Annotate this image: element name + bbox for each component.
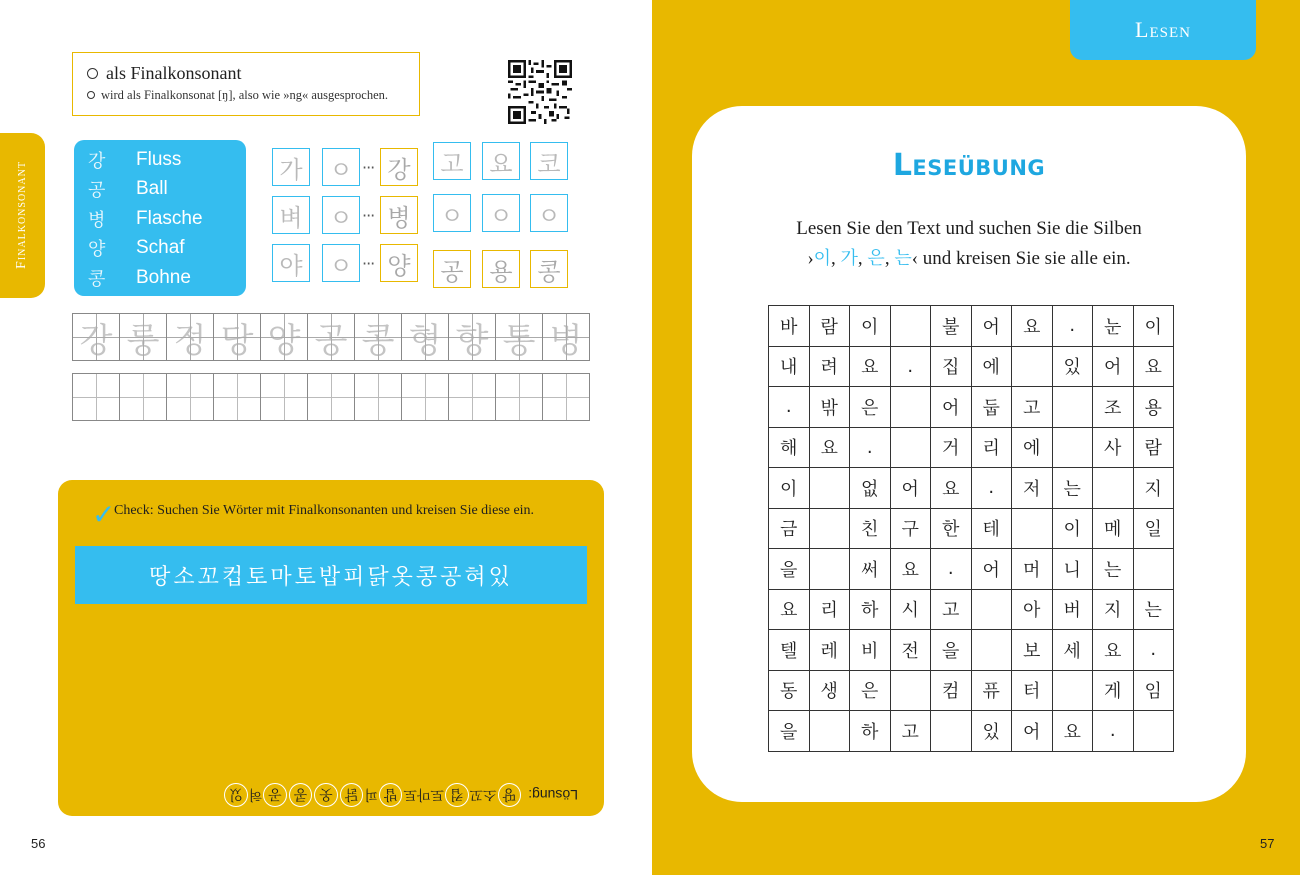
grid-cell[interactable]: 어 (1012, 711, 1053, 752)
grid-cell[interactable]: 거 (931, 427, 972, 468)
syllable-target: 가 (840, 248, 858, 269)
puzzle-col-final: ㅇ (482, 194, 520, 232)
grid-cell[interactable]: 에 (971, 346, 1012, 387)
puzzle-dots: ··· (362, 254, 375, 273)
vocab-row (88, 263, 246, 293)
grid-cell[interactable]: 바 (769, 306, 810, 347)
grid-cell[interactable]: 전 (890, 630, 931, 671)
grid-cell[interactable]: 메 (1093, 508, 1134, 549)
vocab-box (74, 140, 246, 296)
writing-cell[interactable] (449, 374, 496, 420)
solution-circled: 공 (263, 783, 287, 807)
grid-cell[interactable]: 있 (1052, 346, 1093, 387)
grid-cell[interactable]: 려 (809, 346, 850, 387)
grid-cell[interactable]: 게 (1093, 670, 1134, 711)
trace-cell[interactable]: 형 (402, 314, 449, 360)
solution-label: Lösung: (528, 787, 578, 803)
grid-cell[interactable] (971, 589, 1012, 630)
grid-cell[interactable]: 는 (1052, 468, 1093, 509)
grid-cell[interactable]: 어 (931, 387, 972, 428)
grid-cell[interactable]: 요 (769, 589, 810, 630)
grid-cell[interactable] (1133, 549, 1174, 590)
grid-cell[interactable]: 레 (809, 630, 850, 671)
grid-cell[interactable]: . (971, 468, 1012, 509)
vocab-korean: 강 (88, 150, 106, 172)
grid-row (769, 711, 1174, 752)
vocab-german: Ball (136, 178, 168, 200)
grid-cell[interactable]: 터 (1012, 670, 1053, 711)
solution-circled: 콩 (289, 783, 313, 807)
trace-cell[interactable]: 병 (543, 314, 589, 360)
grid-cell[interactable]: 저 (1012, 468, 1053, 509)
puzzle-col-result: 용 (482, 250, 520, 288)
grid-cell[interactable]: 요 (1093, 630, 1134, 671)
syllable-target: 는 (894, 248, 912, 269)
vocab-row (88, 145, 246, 175)
solution-char: 토 (430, 787, 445, 803)
grid-cell[interactable]: 리 (971, 427, 1012, 468)
syllable-target: 은 (867, 248, 885, 269)
grid-row (769, 630, 1174, 671)
grid-cell[interactable]: 람 (809, 306, 850, 347)
grid-cell[interactable]: . (931, 549, 972, 590)
grid-row (769, 549, 1174, 590)
solution-circled: 있 (224, 783, 248, 807)
trace-cell[interactable]: 통 (496, 314, 543, 360)
ieung-icon (87, 68, 98, 79)
grid-cell[interactable] (890, 387, 931, 428)
grid-cell[interactable]: 어 (971, 549, 1012, 590)
puzzle-col-top: 요 (482, 142, 520, 180)
tracing-row (72, 313, 590, 361)
grid-row (769, 306, 1174, 347)
grid-cell[interactable]: 은 (850, 387, 891, 428)
vocab-row (88, 234, 246, 264)
writing-cell[interactable] (120, 374, 167, 420)
grid-cell[interactable]: 한 (931, 508, 972, 549)
right-page (652, 0, 1300, 875)
writing-cell[interactable] (214, 374, 261, 420)
grid-cell[interactable]: . (1093, 711, 1134, 752)
solution-circled: 밥 (379, 783, 403, 807)
grid-cell[interactable]: 임 (1133, 670, 1174, 711)
trace-cell[interactable]: 양 (261, 314, 308, 360)
vocab-german: Schaf (136, 237, 185, 259)
grid-cell[interactable]: 어 (1093, 346, 1134, 387)
vocab-korean: 병 (88, 209, 106, 231)
upside-down-solution (218, 782, 578, 808)
grid-cell[interactable]: 지 (1093, 589, 1134, 630)
grid-row (769, 508, 1174, 549)
grid-cell[interactable]: 에 (1012, 427, 1053, 468)
grid-cell[interactable]: 요 (809, 427, 850, 468)
grid-cell[interactable]: 테 (971, 508, 1012, 549)
grid-cell[interactable]: 비 (850, 630, 891, 671)
check-instruction: Check: Suchen Sie Wörter mit Finalkonsonanten und kreisen Sie diese ein. (114, 503, 535, 518)
grid-cell[interactable]: 지 (1133, 468, 1174, 509)
grid-cell[interactable] (809, 508, 850, 549)
instruction-close: ‹ und kreisen Sie sie alle ein. (911, 248, 1131, 269)
puzzle-dots: ··· (362, 206, 375, 225)
puzzle-final: ㅇ (322, 244, 360, 282)
grid-cell[interactable]: 해 (769, 427, 810, 468)
grid-cell[interactable] (809, 711, 850, 752)
writing-cell[interactable] (496, 374, 543, 420)
vocab-row (88, 175, 246, 205)
grid-cell[interactable]: 을 (931, 630, 972, 671)
grid-cell[interactable]: 집 (931, 346, 972, 387)
grid-cell[interactable]: 은 (850, 670, 891, 711)
grid-cell[interactable]: 일 (1133, 508, 1174, 549)
puzzle-base: 야 (272, 244, 310, 282)
grid-cell[interactable]: 사 (1093, 427, 1134, 468)
grid-row (769, 346, 1174, 387)
grid-cell[interactable] (890, 427, 931, 468)
puzzle-dots: ··· (362, 158, 375, 177)
grid-cell[interactable]: 있 (971, 711, 1012, 752)
grid-cell[interactable]: 는 (1133, 589, 1174, 630)
grid-cell[interactable]: 요 (931, 468, 972, 509)
grid-cell[interactable] (971, 630, 1012, 671)
writing-cell[interactable] (73, 374, 120, 420)
grid-cell[interactable] (1133, 711, 1174, 752)
grid-cell[interactable]: 보 (1012, 630, 1053, 671)
grid-cell[interactable]: . (1133, 630, 1174, 671)
grid-cell[interactable]: 용 (1133, 387, 1174, 428)
grid-cell[interactable]: 하 (850, 589, 891, 630)
grid-cell[interactable]: 하 (850, 711, 891, 752)
grid-cell[interactable] (1093, 468, 1134, 509)
check-exercise-box (58, 480, 604, 816)
info-title: als Finalkonsonant (106, 63, 242, 83)
grid-cell[interactable] (1052, 387, 1093, 428)
syllable-puzzle (270, 142, 580, 292)
info-box (72, 52, 420, 116)
writing-practice-row (72, 373, 590, 421)
grid-cell[interactable] (890, 306, 931, 347)
solution-circled: 컵 (445, 783, 469, 807)
writing-cell[interactable] (402, 374, 449, 420)
reading-card (692, 106, 1246, 802)
side-tab (0, 133, 45, 298)
vocab-row (88, 204, 246, 234)
grid-cell[interactable] (1012, 346, 1053, 387)
info-subtitle: wird als Finalkonsonat [ŋ], also wie »ng« ausgesprochen. (101, 88, 389, 102)
grid-cell[interactable]: 머 (1012, 549, 1053, 590)
puzzle-final: ㅇ (322, 148, 360, 186)
grid-cell[interactable]: 을 (769, 549, 810, 590)
trace-cell[interactable]: 콩 (355, 314, 402, 360)
grid-cell[interactable]: 어 (890, 468, 931, 509)
grid-cell[interactable]: 는 (1093, 549, 1134, 590)
grid-cell[interactable]: 고 (1012, 387, 1053, 428)
grid-cell[interactable]: 둡 (971, 387, 1012, 428)
grid-cell[interactable]: 눈 (1093, 306, 1134, 347)
puzzle-base: 가 (272, 148, 310, 186)
trace-cell[interactable]: 향 (449, 314, 496, 360)
grid-cell[interactable] (1052, 427, 1093, 468)
grid-cell[interactable] (809, 549, 850, 590)
grid-cell[interactable]: 람 (1133, 427, 1174, 468)
grid-row (769, 468, 1174, 509)
grid-cell[interactable]: 이 (850, 306, 891, 347)
solution-char: 소 (483, 787, 497, 803)
grid-cell[interactable]: 요 (850, 346, 891, 387)
grid-cell[interactable]: 시 (890, 589, 931, 630)
grid-cell[interactable]: 동 (769, 670, 810, 711)
instruction-open: › (807, 248, 814, 269)
grid-cell[interactable] (809, 468, 850, 509)
grid-cell[interactable]: 퓨 (971, 670, 1012, 711)
solution-circled: 닭 (340, 783, 364, 807)
grid-cell[interactable]: . (769, 387, 810, 428)
grid-cell[interactable]: 밖 (809, 387, 850, 428)
grid-cell[interactable]: 이 (769, 468, 810, 509)
syllable-target: 이 (813, 248, 832, 269)
trace-cell[interactable]: 정 (167, 314, 214, 360)
puzzle-base: 벼 (272, 196, 310, 234)
grid-cell[interactable]: 써 (850, 549, 891, 590)
instruction-line-1: Lesen Sie den Text und suchen Sie die Silben (796, 218, 1142, 239)
trace-cell[interactable]: 강 (73, 314, 120, 360)
grid-cell[interactable]: 버 (1052, 589, 1093, 630)
grid-cell[interactable]: 니 (1052, 549, 1093, 590)
puzzle-result: 양 (380, 244, 418, 282)
solution-char: 꼬 (469, 787, 484, 803)
word-search-strip[interactable]: 땅소꼬컵토마토밥피닭옷콩공혀있 (75, 546, 587, 604)
solution-char: 마 (416, 787, 431, 803)
solution-char: 혀 (248, 787, 263, 803)
reading-grid (768, 305, 1174, 752)
vocab-german: Flasche (136, 207, 203, 229)
grid-cell[interactable]: 세 (1052, 630, 1093, 671)
puzzle-result: 강 (380, 148, 418, 186)
grid-row (769, 427, 1174, 468)
grid-cell[interactable]: 친 (850, 508, 891, 549)
vocab-german: Fluss (136, 148, 182, 170)
page-number-right: 57 (1260, 836, 1275, 851)
grid-cell[interactable]: 을 (769, 711, 810, 752)
grid-cell[interactable]: 이 (1133, 306, 1174, 347)
grid-row (769, 589, 1174, 630)
writing-cell[interactable] (355, 374, 402, 420)
puzzle-col-top: 고 (433, 142, 471, 180)
grid-cell[interactable]: 고 (931, 589, 972, 630)
page-number-left: 56 (31, 836, 46, 851)
puzzle-col-result: 공 (433, 250, 471, 288)
puzzle-col-top: 코 (530, 142, 568, 180)
solution-char: 피 (364, 787, 378, 803)
solution-circled: 땅 (498, 783, 522, 807)
vocab-korean: 양 (88, 239, 106, 261)
vocab-korean: 콩 (88, 268, 106, 290)
grid-cell[interactable]: 텔 (769, 630, 810, 671)
solution-char: 토 (403, 787, 417, 803)
writing-cell[interactable] (308, 374, 355, 420)
solution-circled: 옷 (314, 783, 338, 807)
trace-cell[interactable]: 당 (214, 314, 261, 360)
grid-cell[interactable]: 아 (1012, 589, 1053, 630)
vocab-korean: 공 (88, 180, 106, 202)
grid-cell[interactable] (1012, 508, 1053, 549)
grid-cell[interactable]: 요 (1052, 711, 1093, 752)
vocab-german: Bohne (136, 266, 191, 288)
grid-cell[interactable]: 컴 (931, 670, 972, 711)
grid-cell[interactable]: . (850, 427, 891, 468)
qr-code-icon[interactable] (508, 60, 572, 124)
puzzle-final: ㅇ (322, 196, 360, 234)
grid-cell[interactable]: 조 (1093, 387, 1134, 428)
grid-row (769, 670, 1174, 711)
grid-cell[interactable]: . (1052, 306, 1093, 347)
writing-cell[interactable] (261, 374, 308, 420)
grid-cell[interactable]: 구 (890, 508, 931, 549)
grid-cell[interactable]: 요 (890, 549, 931, 590)
grid-row (769, 387, 1174, 428)
grid-cell[interactable]: 어 (971, 306, 1012, 347)
puzzle-col-final: ㅇ (433, 194, 471, 232)
grid-cell[interactable]: 내 (769, 346, 810, 387)
grid-cell[interactable]: 요 (1012, 306, 1053, 347)
writing-cell[interactable] (543, 374, 589, 420)
grid-cell[interactable]: . (890, 346, 931, 387)
grid-cell[interactable]: 금 (769, 508, 810, 549)
grid-cell[interactable] (931, 711, 972, 752)
section-tab-lesen[interactable]: Lesen (1070, 0, 1256, 60)
puzzle-result: 병 (380, 196, 418, 234)
grid-cell[interactable]: 고 (890, 711, 931, 752)
grid-cell[interactable]: 없 (850, 468, 891, 509)
trace-cell[interactable]: 룽 (120, 314, 167, 360)
reading-instruction: Lesen Sie den Text und suchen Sie die Silben ›이, 가, 은, 는‹ und kreisen Sie sie alle ein. (692, 214, 1246, 274)
grid-cell[interactable] (890, 670, 931, 711)
puzzle-col-result: 콩 (530, 250, 568, 288)
grid-cell[interactable]: 리 (809, 589, 850, 630)
grid-cell[interactable]: 불 (931, 306, 972, 347)
grid-cell[interactable] (1052, 670, 1093, 711)
writing-cell[interactable] (167, 374, 214, 420)
grid-cell[interactable]: 생 (809, 670, 850, 711)
grid-cell[interactable]: 이 (1052, 508, 1093, 549)
grid-cell[interactable]: 요 (1133, 346, 1174, 387)
trace-cell[interactable]: 공 (308, 314, 355, 360)
side-tab-label: Finalkonsonant (14, 161, 29, 269)
checkmark-icon: ✓ (92, 498, 116, 531)
ieung-small-icon (87, 91, 95, 99)
puzzle-col-final: ㅇ (530, 194, 568, 232)
page-title: Leseübung (892, 148, 1046, 183)
